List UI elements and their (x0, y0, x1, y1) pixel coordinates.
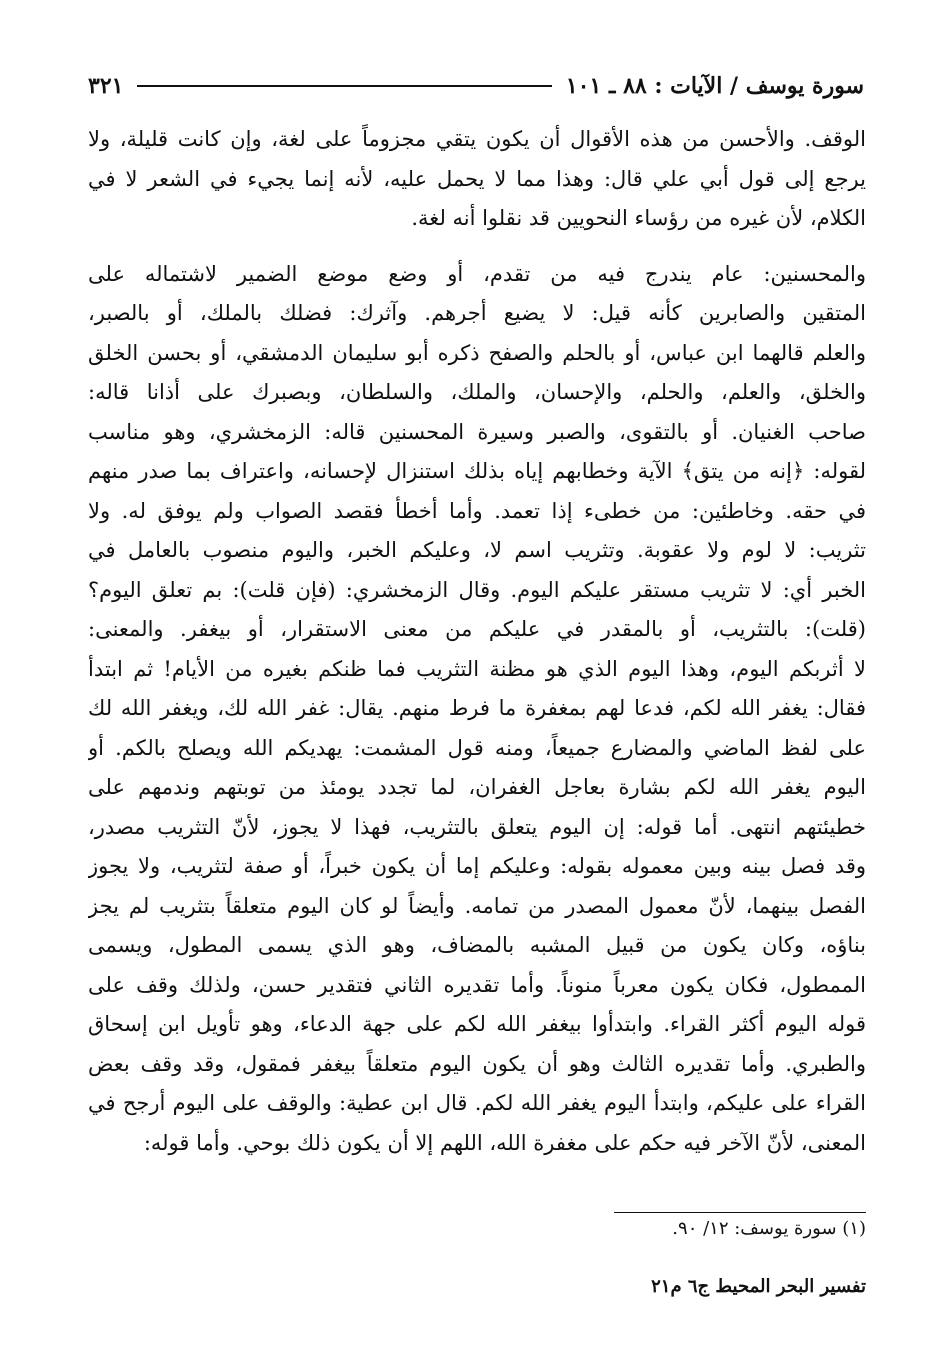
text-line: في حقه. وخاطئين: من خطىء إذا تعمد. وأما أخطأ فقصد الصواب ولم يوفق له. ولا (88, 498, 866, 523)
text-line: والطبري. وأما تقديره الثالث وهو أن يكون اليوم متعلقاً بيغفر فمقول، وقد وقف بعض (88, 1051, 866, 1076)
text-line: والخلق، والعلم، والحلم، والإحسان، والملك، والسلطان، وبصبرك على أذانا قاله: (88, 380, 866, 404)
header-rule (137, 85, 551, 87)
text-line: الخبر أي: لا تثريب مستقر عليكم اليوم. وقال الزمخشري: (فإن قلت): بم تعلق اليوم؟ (88, 577, 866, 602)
text-line: فقال: يغفر الله لكم، فدعا لهم بمغفرة ما فرط منهم. يقال: غفر الله لك، ويغفر الله لك (88, 696, 866, 720)
paragraph-gap (88, 239, 866, 255)
text-line: خطيئتهم انتهى. أما قوله: إن اليوم يتعلق بالتثريب، فهذا لا يجوز، لأنّ التثريب مصدر، (88, 814, 866, 839)
text-line: المعنى، لأنّ الآخر فيه حكم على مغفرة الله، اللهم إلا أن يكون ذلك بوحي. وأما قوله: (143, 1130, 866, 1155)
footnote: (١) سورة يوسف: ١٢/ ٩٠. (672, 1218, 866, 1239)
text-line: الكلام، لأن غيره من رؤساء النحويين قد نقلوا أنه لغة. (411, 206, 866, 230)
text-line: صاحب الغنيان. أو بالتقوى، والصبر وسيرة المحسنين قاله: الزمخشري، وهو مناسب (88, 419, 866, 444)
chapter-title: سورة يوسف / الآيات : ٨٨ ـ ١٠١ (565, 73, 864, 99)
footnote-rule (614, 1212, 866, 1213)
signature-mark: تفسير البحر المحيط ج٦ م٢١ (651, 1276, 866, 1297)
text-line: لقوله: ﴿إنه من يتق﴾ الآية وخطابهم إياه بذلك استنزال لإحسانه، واعتراف بما صدر منهم (88, 459, 866, 483)
text-line: الممطول، فكان يكون معرباً منوناً. وأما تقديره الثاني فتقدير حسن، ولذلك وقف على (88, 972, 866, 997)
running-header (88, 66, 864, 106)
text-line: على لفظ الماضي والمضارع جميعاً، ومنه قول المشمت: يهديكم الله ويصلح بالكم. أو (88, 735, 866, 760)
paragraph-1 (88, 120, 866, 239)
page-number: ٣٢١ (88, 73, 124, 99)
text-line: المتقين والصابرين كأنه قيل: لا يضيع أجرهم. وآثرك: فضلك بالملك، أو بالصبر، (88, 301, 866, 325)
text-line: الوقف. والأحسن من هذه الأقوال أن يكون يتقي مجزوماً على لغة، وإن كانت قليلة، ولا (88, 127, 866, 151)
text-line: تثريب: لا لوم ولا عقوبة. وتثريب اسم لا، وعليكم الخبر، واليوم منصوب بالعامل في (88, 538, 866, 562)
paragraph-2 (88, 255, 866, 1164)
text-line: بناؤه، وكان يكون من قبيل المشبه بالمضاف، وهو الذي يسمى المطول، ويسمى (88, 933, 866, 957)
text-line: والعلم قالهما ابن عباس، أو بالحلم والصفح ذكره أبو سليمان الدمشقي، أو بحسن الخلق (88, 340, 866, 365)
text-line: الفصل بينهما، لأنّ معمول المصدر من تمامه. وأيضاً لو كان اليوم متعلقاً بتثريب لم يجز (88, 893, 866, 918)
text-line: اليوم يغفر الله لكم بشارة بعاجل الغفران، لما تجدد يومئذ من توبتهم وندمهم على (88, 775, 866, 799)
text-body (88, 120, 866, 1163)
text-line: وقد فصل بينه وبين معموله بقوله: وعليكم إما أن يكون خبراً، أو صفة لتثريب، ولا يجوز (88, 854, 866, 878)
text-line: قوله اليوم أكثر القراء. وابتدأوا بيغفر الله لكم على جهة الدعاء، وهو تأويل ابن إسحاق (88, 1012, 866, 1036)
text-line: القراء على عليكم، وابتدأ اليوم يغفر الله لكم. قال ابن عطية: والوقف على اليوم أرجح في (88, 1091, 866, 1115)
text-line: والمحسنين: عام يندرج فيه من تقدم، أو وضع موضع الضمير لاشتماله على (88, 261, 866, 286)
text-line: لا أثربكم اليوم، وهذا اليوم الذي هو مظنة التثريب فما ظنكم بغيره من الأيام! ثم ابتدأ (88, 656, 866, 681)
text-line: (قلت): بالتثريب، أو بالمقدر في عليكم من معنى الاستقرار، أو بيغفر. والمعنى: (88, 617, 866, 641)
text-line: يرجع إلى قول أبي علي قال: وهذا مما لا يحمل عليه، لأنه إنما يجيء في الشعر لا في (88, 166, 866, 191)
